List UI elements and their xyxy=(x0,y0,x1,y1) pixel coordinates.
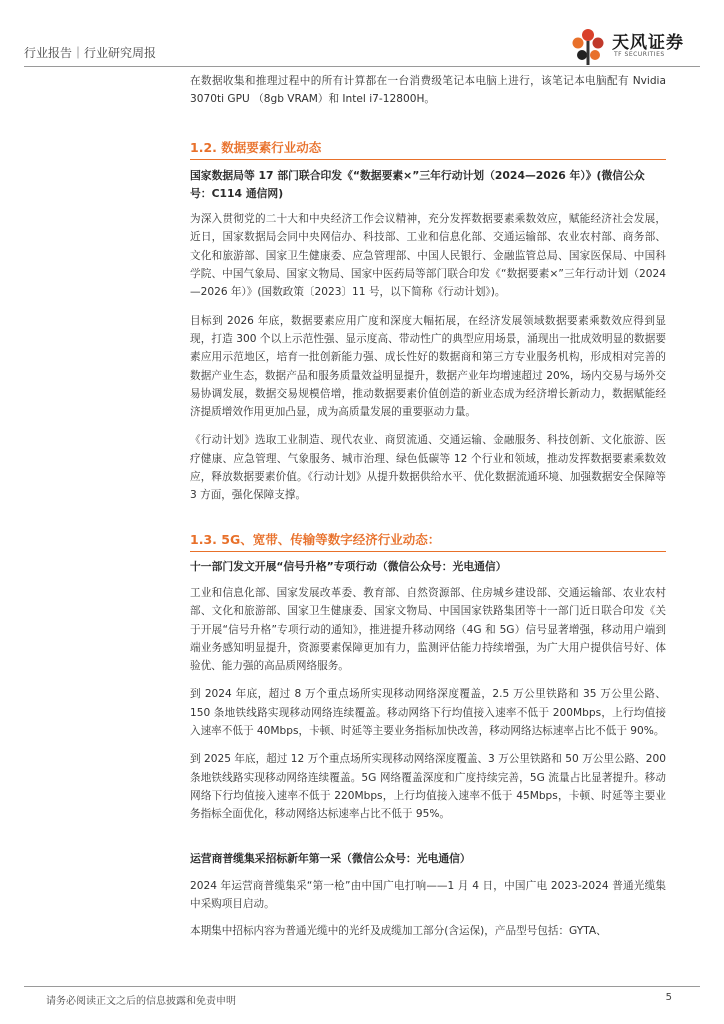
report-category: 行业报告｜行业研究周报 xyxy=(24,46,157,60)
paragraph-2024-targets: 到 2024 年底，超过 8 万个重点场所实现移动网络深度覆盖，2.5 万公里铁路和 35 万公里公路、150 条地铁线路实现移动网络连续覆盖。移动网络下行均值接入速率不低于 200Mbps，上行均值接入速率不低于 40Mbps，卡顿、时延等主要业务指标加快改善，移动网络达标速率占比不低于 90%。 xyxy=(190,688,666,738)
subheading-signal-upgrade: 十一部门发文开展“信号升格”专项行动（微信公众号：光电通信） xyxy=(190,559,507,573)
company-logo xyxy=(568,26,700,70)
subheading-data-plan: 国家数据局等 17 部门联合印发《“数据要素×”三年行动计划（2024—2026 年）》(微信公众号：C114 通信网) xyxy=(190,168,645,200)
footer-disclaimer: 请务必阅读正文之后的信息披露和免责申明 xyxy=(46,996,236,1007)
section-title-data-elements: 1.2. 数据要素行业动态 xyxy=(190,139,322,155)
paragraph-procurement-start: 2024 年运营商普缆集采“第一枪”由中国广电打响——1 月 4 日，中国广电 2023-2024 普通光缆集中采购项目启动。 xyxy=(190,879,666,911)
flower-logo-icon xyxy=(568,26,608,68)
logo-wordmark: 天风证券 xyxy=(612,33,684,53)
footer-divider xyxy=(24,986,700,987)
paragraph-plan-intro: 为深入贯彻党的二十大和中央经济工作会议精神，充分发挥数据要素乘数效应，赋能经济社会发展，近日，国家数据局会同中央网信办、科技部、工业和信息化部、交通运输部、农业农村部、商务部、文化和旅游部、国家卫生健康委、应急管理部、中国人民银行、金融监管总局、国家医保局、中国科学院、中国气象局、国家文物局、国家中医药局等部门联合印发《“数据要素×”三年行动计划（2024—2026 年）》(国数政策〔2023〕11 号，以下简称《行动计划》)。 xyxy=(190,213,666,299)
page-number: 5 xyxy=(665,992,672,1003)
subheading-cable-procurement: 运营商普缆集采招标新年第一采（微信公众号：光电通信） xyxy=(190,851,471,865)
paragraph-procurement-scope: 本期集中招标内容为普通光缆中的光纤及成缆加工部分(含运保)，产品型号包括：GYTA、 xyxy=(190,925,607,938)
paragraph-plan-goals: 目标到 2026 年底，数据要素应用广度和深度大幅拓展，在经济发展领域数据要素乘数效应得到显现，打造 300 个以上示范性强、显示度高、带动性广的典型应用场景，涌现出一批成效明显的数据要素应用示范地区，培育一批创新能力强、成长性好的数据商和第三方专业服务机构，形成相对完善的数据产业生态，数据产品和服务质量效益明显提升，数据产业年均增速超过 20%，场内交易与场外交易协调发展，数据交易规模倍增，推动数据要素价值创造的新业态成为经济增长新动力，数据赋能经济提质增效作用更加凸显，成为高质量发展的重要驱动力量。 xyxy=(190,314,666,419)
paragraph-plan-sectors: 《行动计划》选取工业制造、现代农业、商贸流通、交通运输、金融服务、科技创新、文化旅游、医疗健康、应急管理、气象服务、城市治理、绿色低碳等 12 个行业和领域，推动发挥数据要素乘数效应，释放数据要素价值。《行动计划》从提升数据供给水平、优化数据流通环境、加强数据安全保障等 3 方面，强化保障支撑。 xyxy=(190,434,666,502)
section-title-digital-economy: 1.3. 5G、宽带、传输等数字经济行业动态： xyxy=(190,531,441,547)
logo-subtitle: TF SECURITIES xyxy=(614,51,665,58)
paragraph-hardware: 在数据收集和推理过程中的所有计算都在一台消费级笔记本电脑上进行，该笔记本电脑配有 Nvidia 3070ti GPU （8gb VRAM）和 Intel i7-12800H。 xyxy=(190,75,666,106)
paragraph-2025-targets: 到 2025 年底，超过 12 万个重点场所实现移动网络深度覆盖、3 万公里铁路和 50 万公里公路、200 条地铁线路实现移动网络连续覆盖。5G 网络覆盖深度和广度持续完善，5G 流量占比显著提升。移动网络下行均值接入速率不低于 220Mbps，上行均值接入速率不低于 45Mbps，卡顿、时延等主要业务指标全面优化，移动网络达标速率占比不低于 95%。 xyxy=(190,753,666,821)
paragraph-signal-intro: 工业和信息化部、国家发展改革委、教育部、自然资源部、住房城乡建设部、交通运输部、农业农村部、文化和旅游部、国家卫生健康委、国家文物局、中国国家铁路集团等十一部门近日联合印发《关于开展“信号升格”专项行动的通知》，推进提升移动网络（4G 和 5G）信号显著增强，移动用户端到端业务感知明显提升，资源要素保障更加有力，监测评估能力持续增强，为广大用户提供信号好、体验优、能力强的高品质网络服务。 xyxy=(190,586,666,673)
main-content xyxy=(190,66,666,941)
